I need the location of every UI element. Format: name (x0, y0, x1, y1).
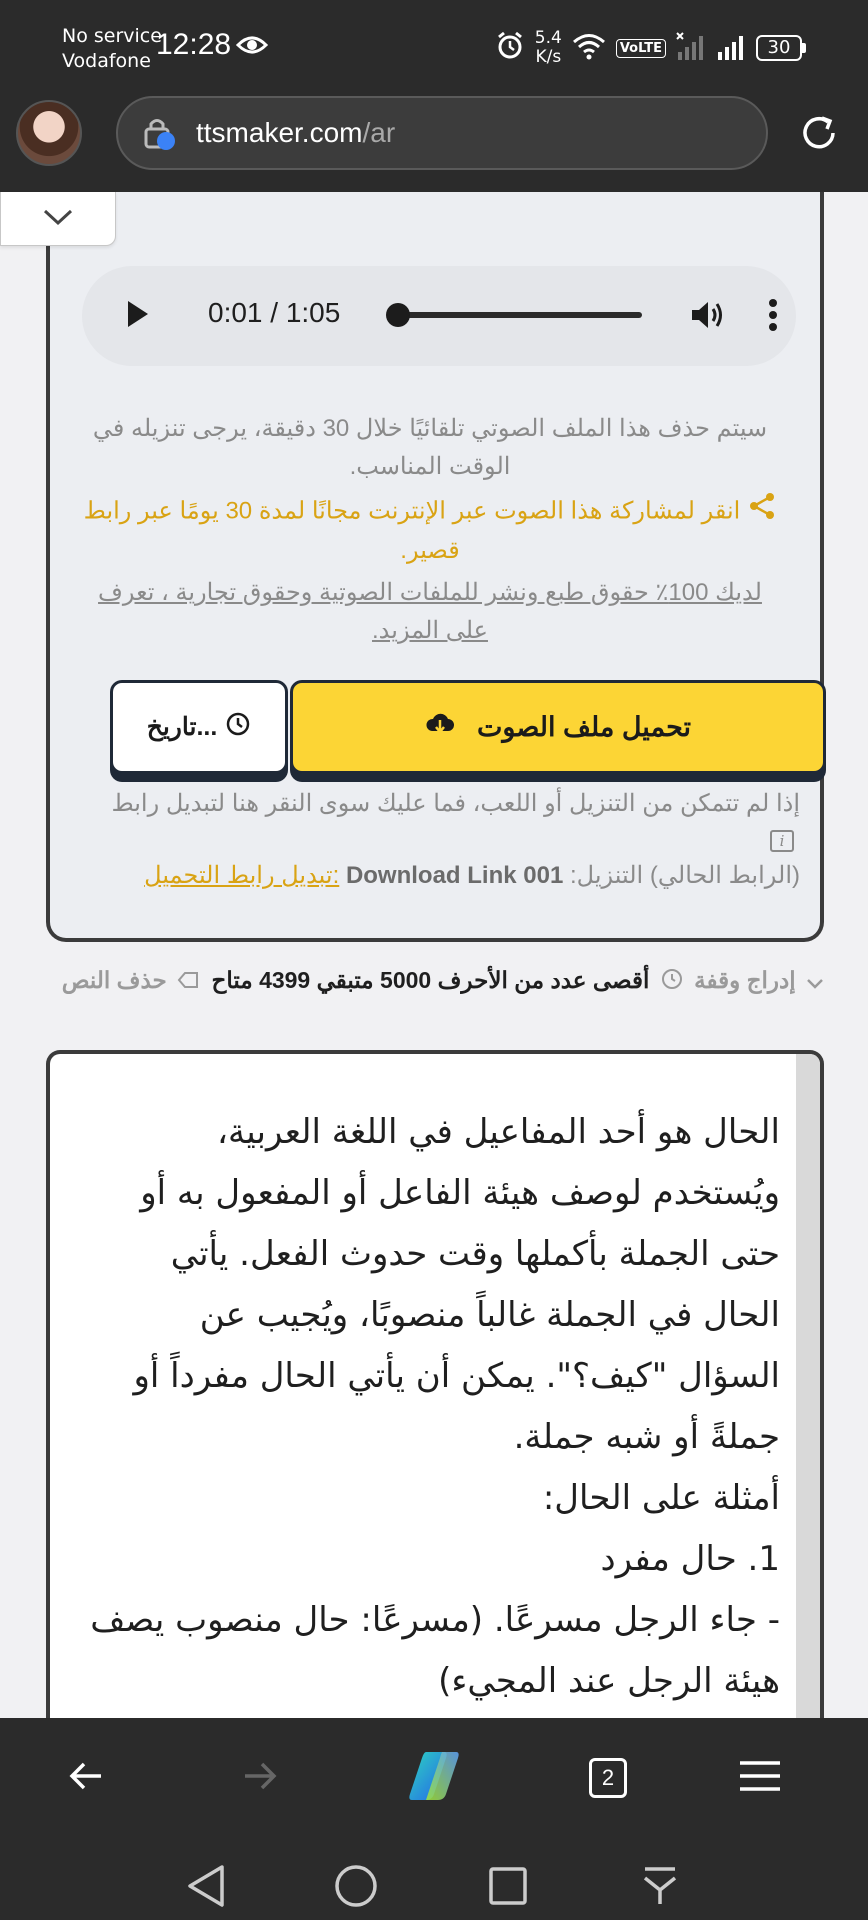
forward-button[interactable] (230, 1748, 290, 1808)
download-label: تحميل ملف الصوت (477, 711, 692, 742)
pull-down-icon (642, 1866, 678, 1910)
bottom-navigation (0, 1718, 868, 1920)
alarm-icon (495, 31, 525, 65)
clock-icon (225, 711, 251, 744)
system-home-button[interactable] (326, 1858, 386, 1918)
progress-track[interactable] (388, 312, 642, 318)
audio-player (82, 266, 796, 366)
back-button[interactable] (56, 1748, 116, 1808)
textbox-scrollbar[interactable] (796, 1054, 820, 1730)
insert-pause-button[interactable]: إدراج وقفة (694, 967, 796, 993)
timer-icon (660, 964, 684, 1000)
carrier-info (62, 24, 162, 74)
switch-download-link[interactable]: :تبديل رابط التحميل (144, 862, 340, 889)
square-recents-icon (488, 1866, 528, 1910)
auto-delete-note: سيتم حذف هذا الملف الصوتي تلقائيًا خلال 30 دقيقة، يرجى تنزيله في الوقت المناسب. (92, 415, 768, 480)
text-input-content[interactable]: الحال هو أحد المفاعيل في اللغة العربية، ويُستخدم لوصف هيئة الفاعل أو المفعول به أو حتى الجملة بأكملها وقت حدوث الفعل. يأتي الحال في الجملة غالباً منصوبًا، ويُجيب عن السؤال "كيف؟". يمكن أن يأتي الحال مفرداً أو جملةً أو شبه جملة. أمثلة على الحال: 1. حال مفرد - جاء الرجل مسرعًا. (مسرعًا: حال منصوب يصف هيئة الرجل عند المجيء) (90, 1112, 780, 1701)
carrier-line-1: No service (62, 25, 162, 47)
current-link-name: Download Link 001 (345, 862, 564, 889)
carrier-line-2: Vodafone (62, 50, 151, 72)
circle-home-icon (334, 1864, 378, 1912)
signal-icon (716, 32, 746, 64)
text-toolbar (44, 962, 828, 1000)
triangle-back-icon (186, 1864, 226, 1912)
more-options-icon[interactable] (768, 298, 778, 336)
menu-button[interactable] (730, 1748, 790, 1808)
text-input-area[interactable] (46, 1050, 824, 1730)
chevron-down-icon (42, 207, 74, 231)
fix-note-text: إذا لم تتمكن من التنزيل أو اللعب، فما عليك سوى النقر هنا لتبديل رابط (111, 790, 800, 817)
eraser-icon (177, 964, 201, 1000)
share-text: انقر لمشاركة هذا الصوت عبر الإنترنت مجانًا لمدة 30 يومًا عبر رابط قصير. (83, 497, 741, 564)
share-icon (748, 492, 776, 532)
signal-weak-icon (676, 32, 706, 64)
history-label: تاريخ... (146, 713, 218, 741)
reload-icon[interactable] (798, 112, 840, 158)
battery-icon (756, 35, 806, 61)
arrow-left-icon (69, 1761, 103, 1795)
history-button[interactable] (110, 680, 288, 774)
current-link-prefix: (الرابط الحالي) التنزيل: (569, 862, 800, 889)
status-icons (495, 24, 806, 72)
player-time: 0:01 / 1:05 (208, 297, 341, 328)
profile-avatar[interactable] (16, 100, 82, 166)
volte-badge: VoLTE (616, 39, 666, 58)
site-info-icon[interactable] (140, 113, 180, 153)
rights-link[interactable]: لديك 100٪ حقوق طبع ونشر للملفات الصوتية وحقوق تجارية ، تعرف على المزيد. (98, 579, 762, 644)
url-domain: ttsmaker.com (196, 117, 363, 148)
browser-address-bar (0, 96, 868, 192)
url-text (196, 117, 395, 149)
share-link[interactable] (80, 492, 780, 570)
eye-icon (236, 33, 268, 61)
speed-unit: K/s (535, 47, 562, 67)
download-audio-button[interactable] (290, 680, 826, 774)
action-buttons (80, 680, 796, 776)
copilot-icon (404, 1748, 464, 1808)
chevron-down-small-icon[interactable] (806, 964, 824, 1000)
progress-thumb[interactable] (386, 303, 410, 327)
network-speed (535, 29, 562, 67)
switch-link-note (100, 786, 800, 894)
copilot-button[interactable] (404, 1748, 464, 1808)
url-field[interactable] (116, 96, 768, 170)
char-limit-info: أقصى عدد من الأحرف 5000 متبقي 4399 متاح (211, 967, 650, 993)
clock: 12:28 (156, 28, 232, 61)
info-icon: i (770, 830, 794, 852)
system-recents-button[interactable] (478, 1858, 538, 1918)
clear-text-button[interactable]: حذف النص (61, 967, 167, 993)
system-back-button[interactable] (176, 1858, 236, 1918)
arrow-right-icon (243, 1761, 277, 1795)
wifi-icon (572, 32, 606, 64)
battery-level: 30 (756, 35, 802, 61)
speed-value: 5.4 (534, 28, 562, 48)
status-bar (0, 0, 868, 96)
url-path: /ar (362, 117, 396, 148)
hamburger-menu-icon (738, 1760, 782, 1796)
play-icon[interactable] (126, 300, 150, 328)
volume-icon[interactable] (690, 298, 726, 336)
system-notification-button[interactable] (630, 1858, 690, 1918)
cloud-download-icon (425, 711, 455, 744)
tabs-button[interactable] (578, 1748, 638, 1808)
result-card (46, 192, 824, 942)
tab-count: 2 (589, 1758, 627, 1798)
collapse-toggle[interactable] (0, 192, 116, 246)
